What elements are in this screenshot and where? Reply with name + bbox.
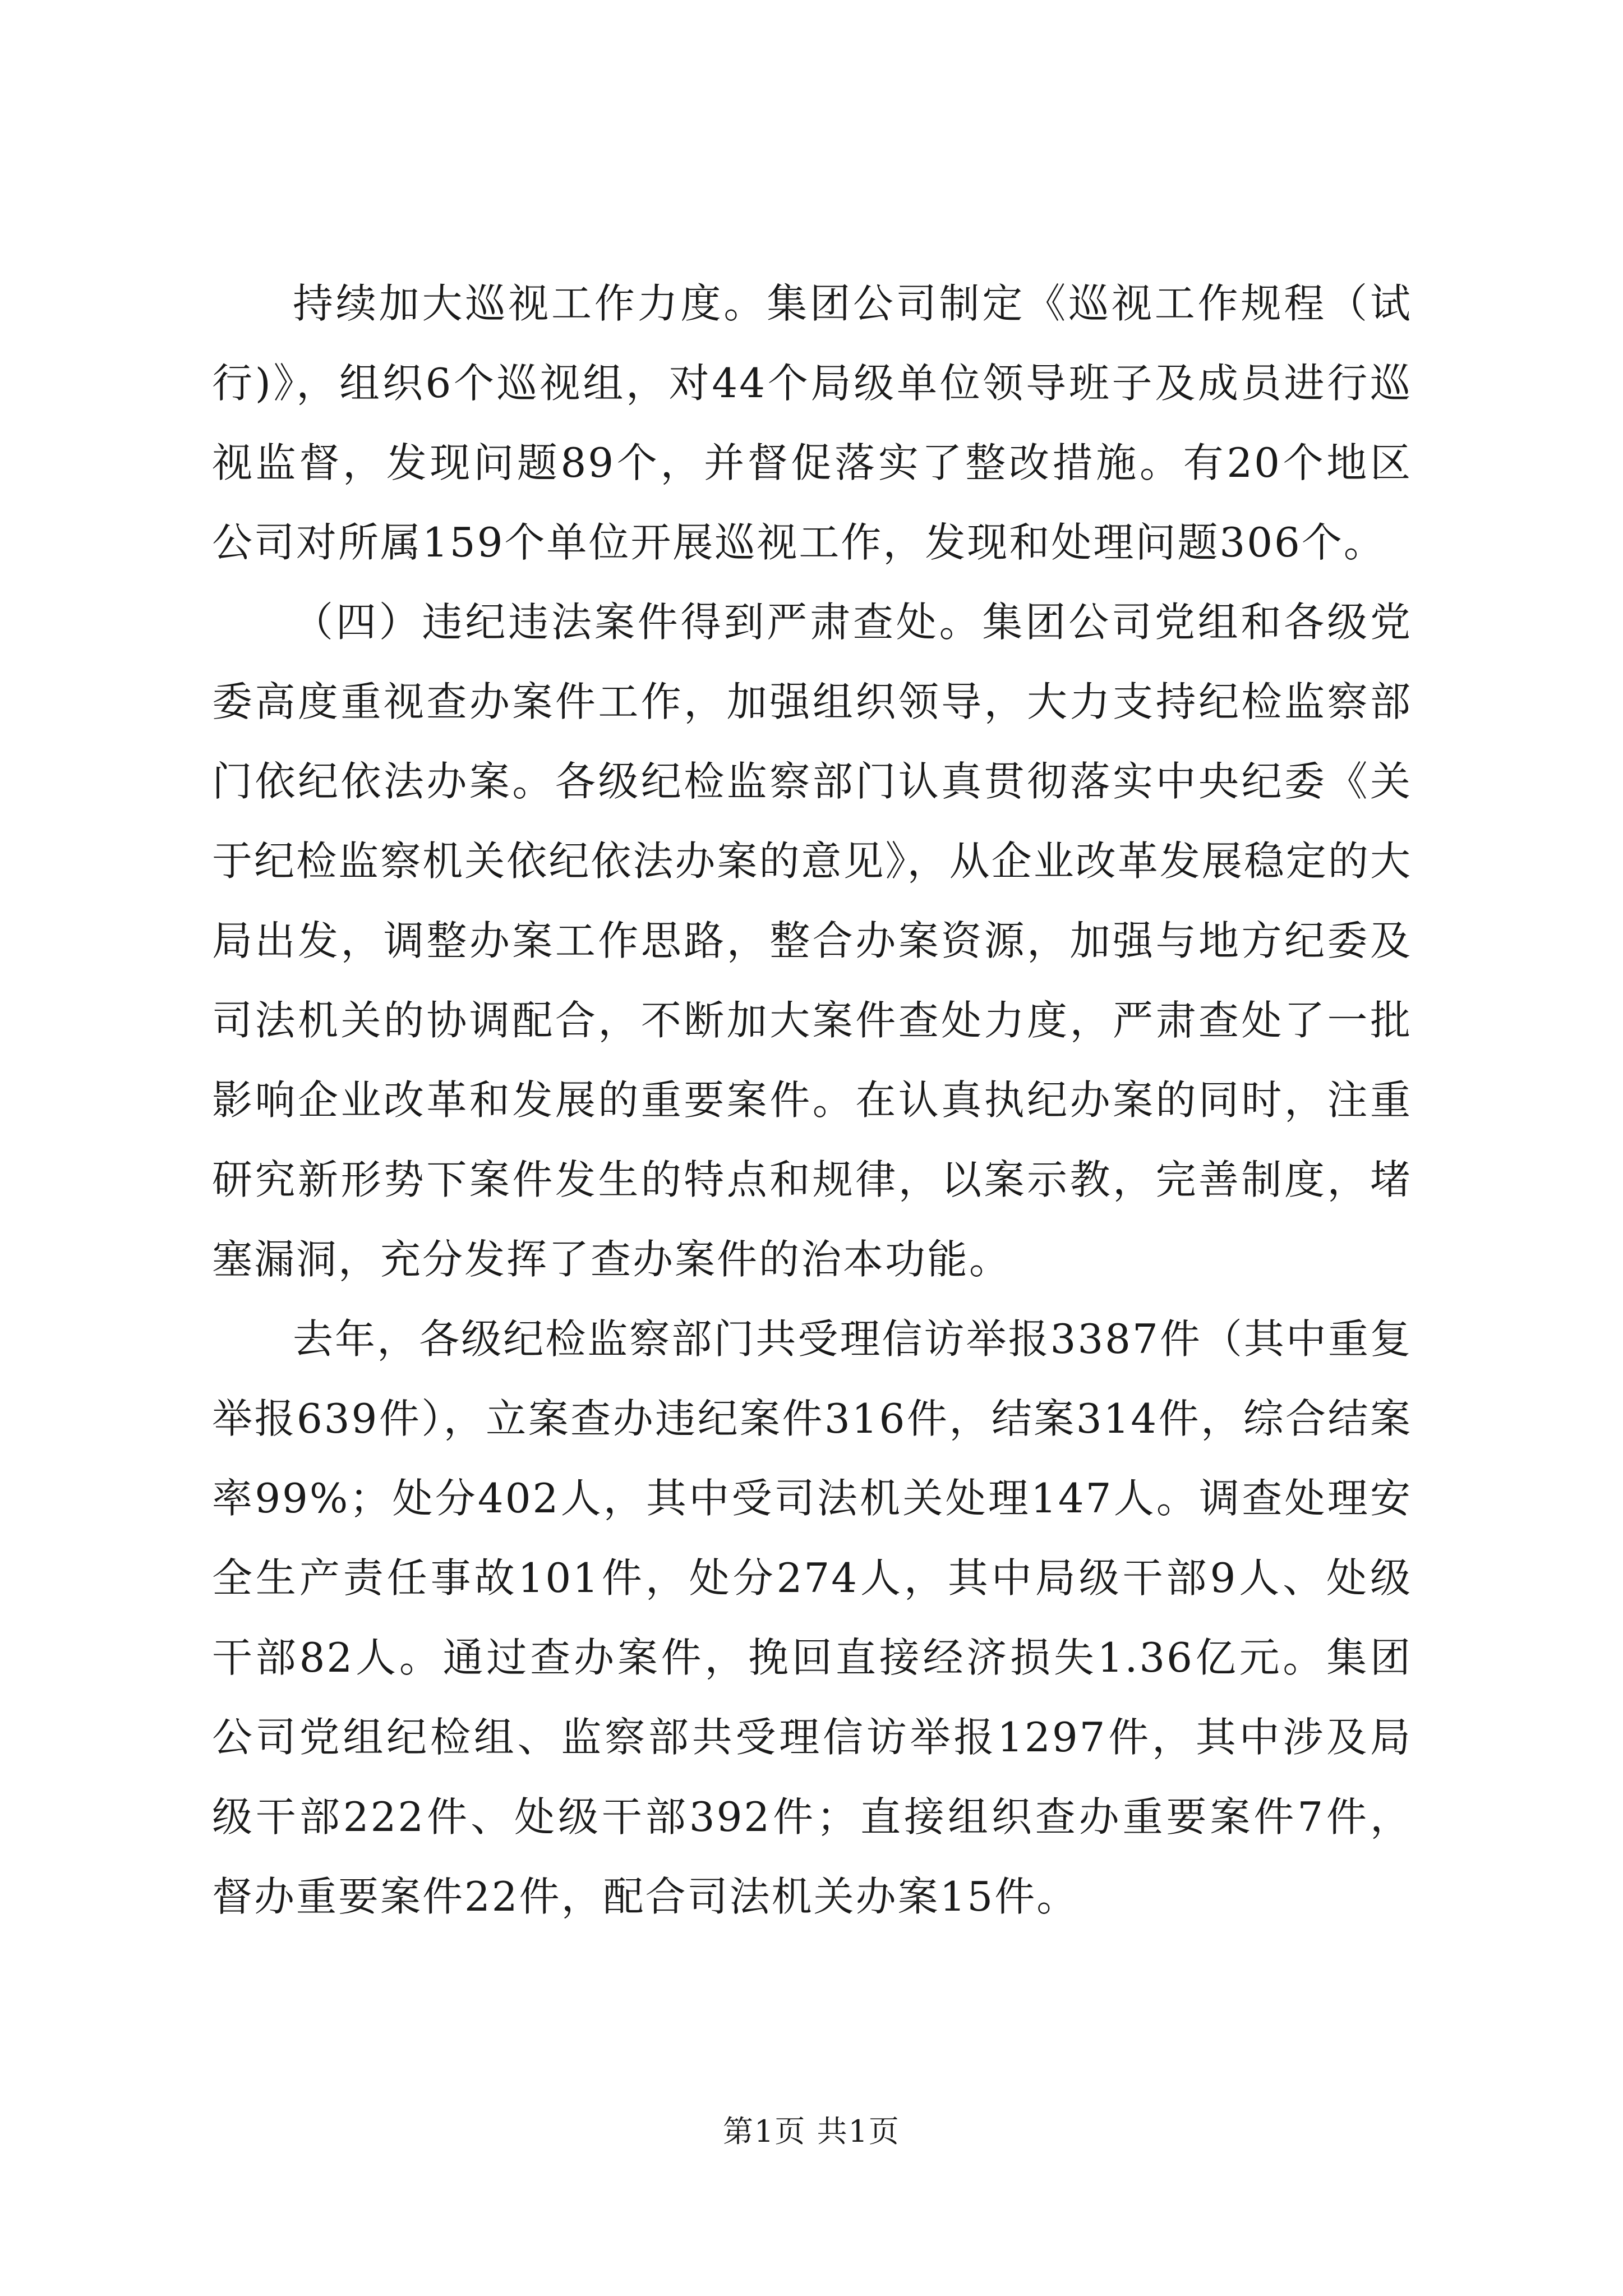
page-footer: 第1页 共1页 <box>723 2114 900 2149</box>
paragraph-inspection-work: 持续加大巡视工作力度。集团公司制定《巡视工作规程（试行)》，组织6个巡视组，对44个局级单位领导班子及成员进行巡视监督，发现问题89个，并督促落实了整改措施。有20个地区公司对所属159个单位开展巡视工作，发现和处理问题306个。 <box>212 280 1412 566</box>
paragraph-case-investigation: （四）违纪违法案件得到严肃查处。集团公司党组和各级党委高度重视查办案件工作，加强组织领导，大力支持纪检监察部门依纪依法办案。各级纪检监察部门认真贯彻落实中央纪委《关于纪检监察机关依纪依法办案的意见》，从企业改革发展稳定的大局出发，调整办案工作思路，整合办案资源，加强与地方纪委及司法机关的协调配合，不断加大案件查处力度，严肃查处了一批影响企业改革和发展的重要案件。在认真执纪办案的同时，注重研究新形势下案件发生的特点和规律，以案示教，完善制度，堵塞漏洞，充分发挥了查办案件的治本功能。 <box>212 599 1412 1283</box>
document-body <box>212 264 1412 1936</box>
paragraph-statistics: 去年，各级纪检监察部门共受理信访举报3387件（其中重复举报639件），立案查办违纪案件316件，结案314件，综合结案率99%；处分402人，其中受司法机关处理147人。调查处理安全生产责任事故101件，处分274人，其中局级干部9人、处级干部82人。通过查办案件，挽回直接经济损失1.36亿元。集团公司党组纪检组、监察部共受理信访举报1297件，其中涉及局级干部222件、处级干部392件；直接组织查办重要案件7件，督办重要案件22件，配合司法机关办案15件。 <box>212 1315 1412 1920</box>
